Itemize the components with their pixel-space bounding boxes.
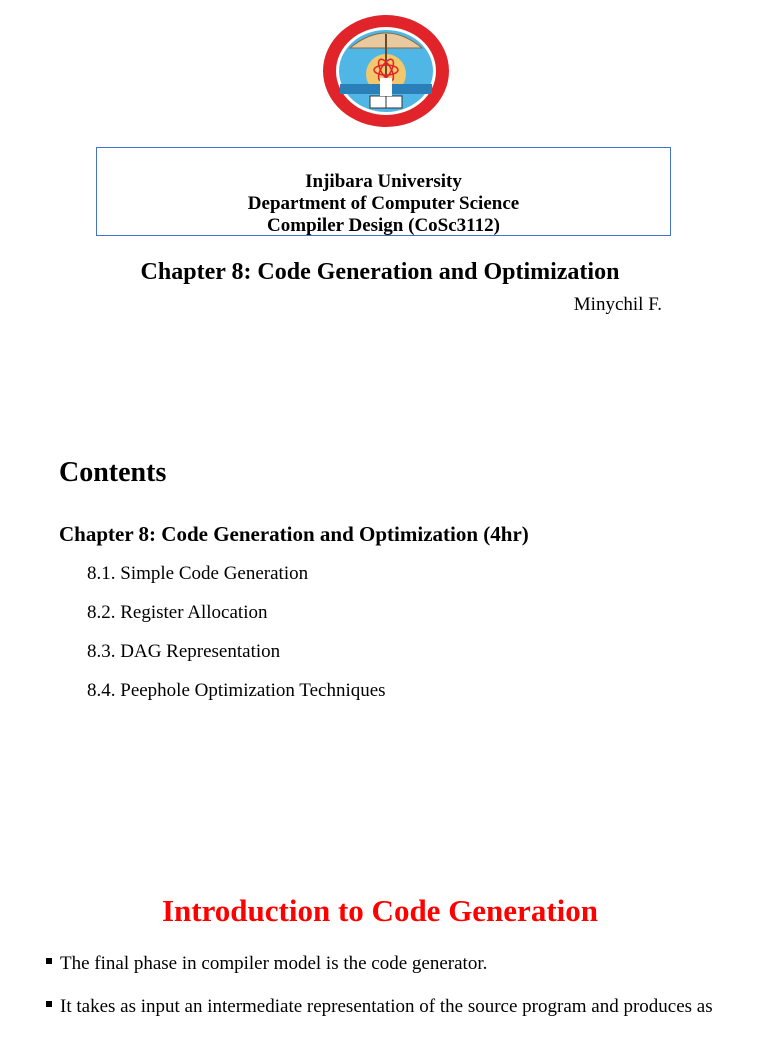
square-bullet-icon [46, 958, 52, 964]
bullet-text: It takes as input an intermediate representation of the source program and produces as [60, 996, 713, 1017]
bullet-text: The final phase in compiler model is the code generator. [60, 953, 488, 974]
contents-item: 8.3. DAG Representation [87, 641, 281, 662]
contents-chapter-entry: Chapter 8: Code Generation and Optimization (4hr) [59, 522, 529, 546]
university-name: Injibara University [305, 171, 462, 192]
department-name: Department of Computer Science [247, 193, 520, 214]
university-seal-icon [322, 14, 450, 128]
contents-item: 8.2. Register Allocation [87, 602, 268, 623]
intro-heading: Introduction to Code Generation [161, 893, 598, 928]
intro-bullet-list [44, 952, 764, 1038]
bullet-item [44, 952, 764, 995]
author-name: Minychil F. [573, 294, 662, 315]
contents-list [87, 562, 386, 718]
contents-heading: Contents [59, 457, 167, 488]
contents-item: 8.4. Peephole Optimization Techniques [87, 680, 386, 701]
square-bullet-icon [46, 1001, 52, 1007]
bullet-item [44, 995, 764, 1038]
university-logo [322, 14, 450, 128]
contents-item: 8.1. Simple Code Generation [87, 563, 309, 584]
course-name: Compiler Design (CoSc3112) [267, 215, 500, 236]
chapter-title: Chapter 8: Code Generation and Optimization [140, 259, 620, 285]
course-title-box [96, 147, 671, 236]
